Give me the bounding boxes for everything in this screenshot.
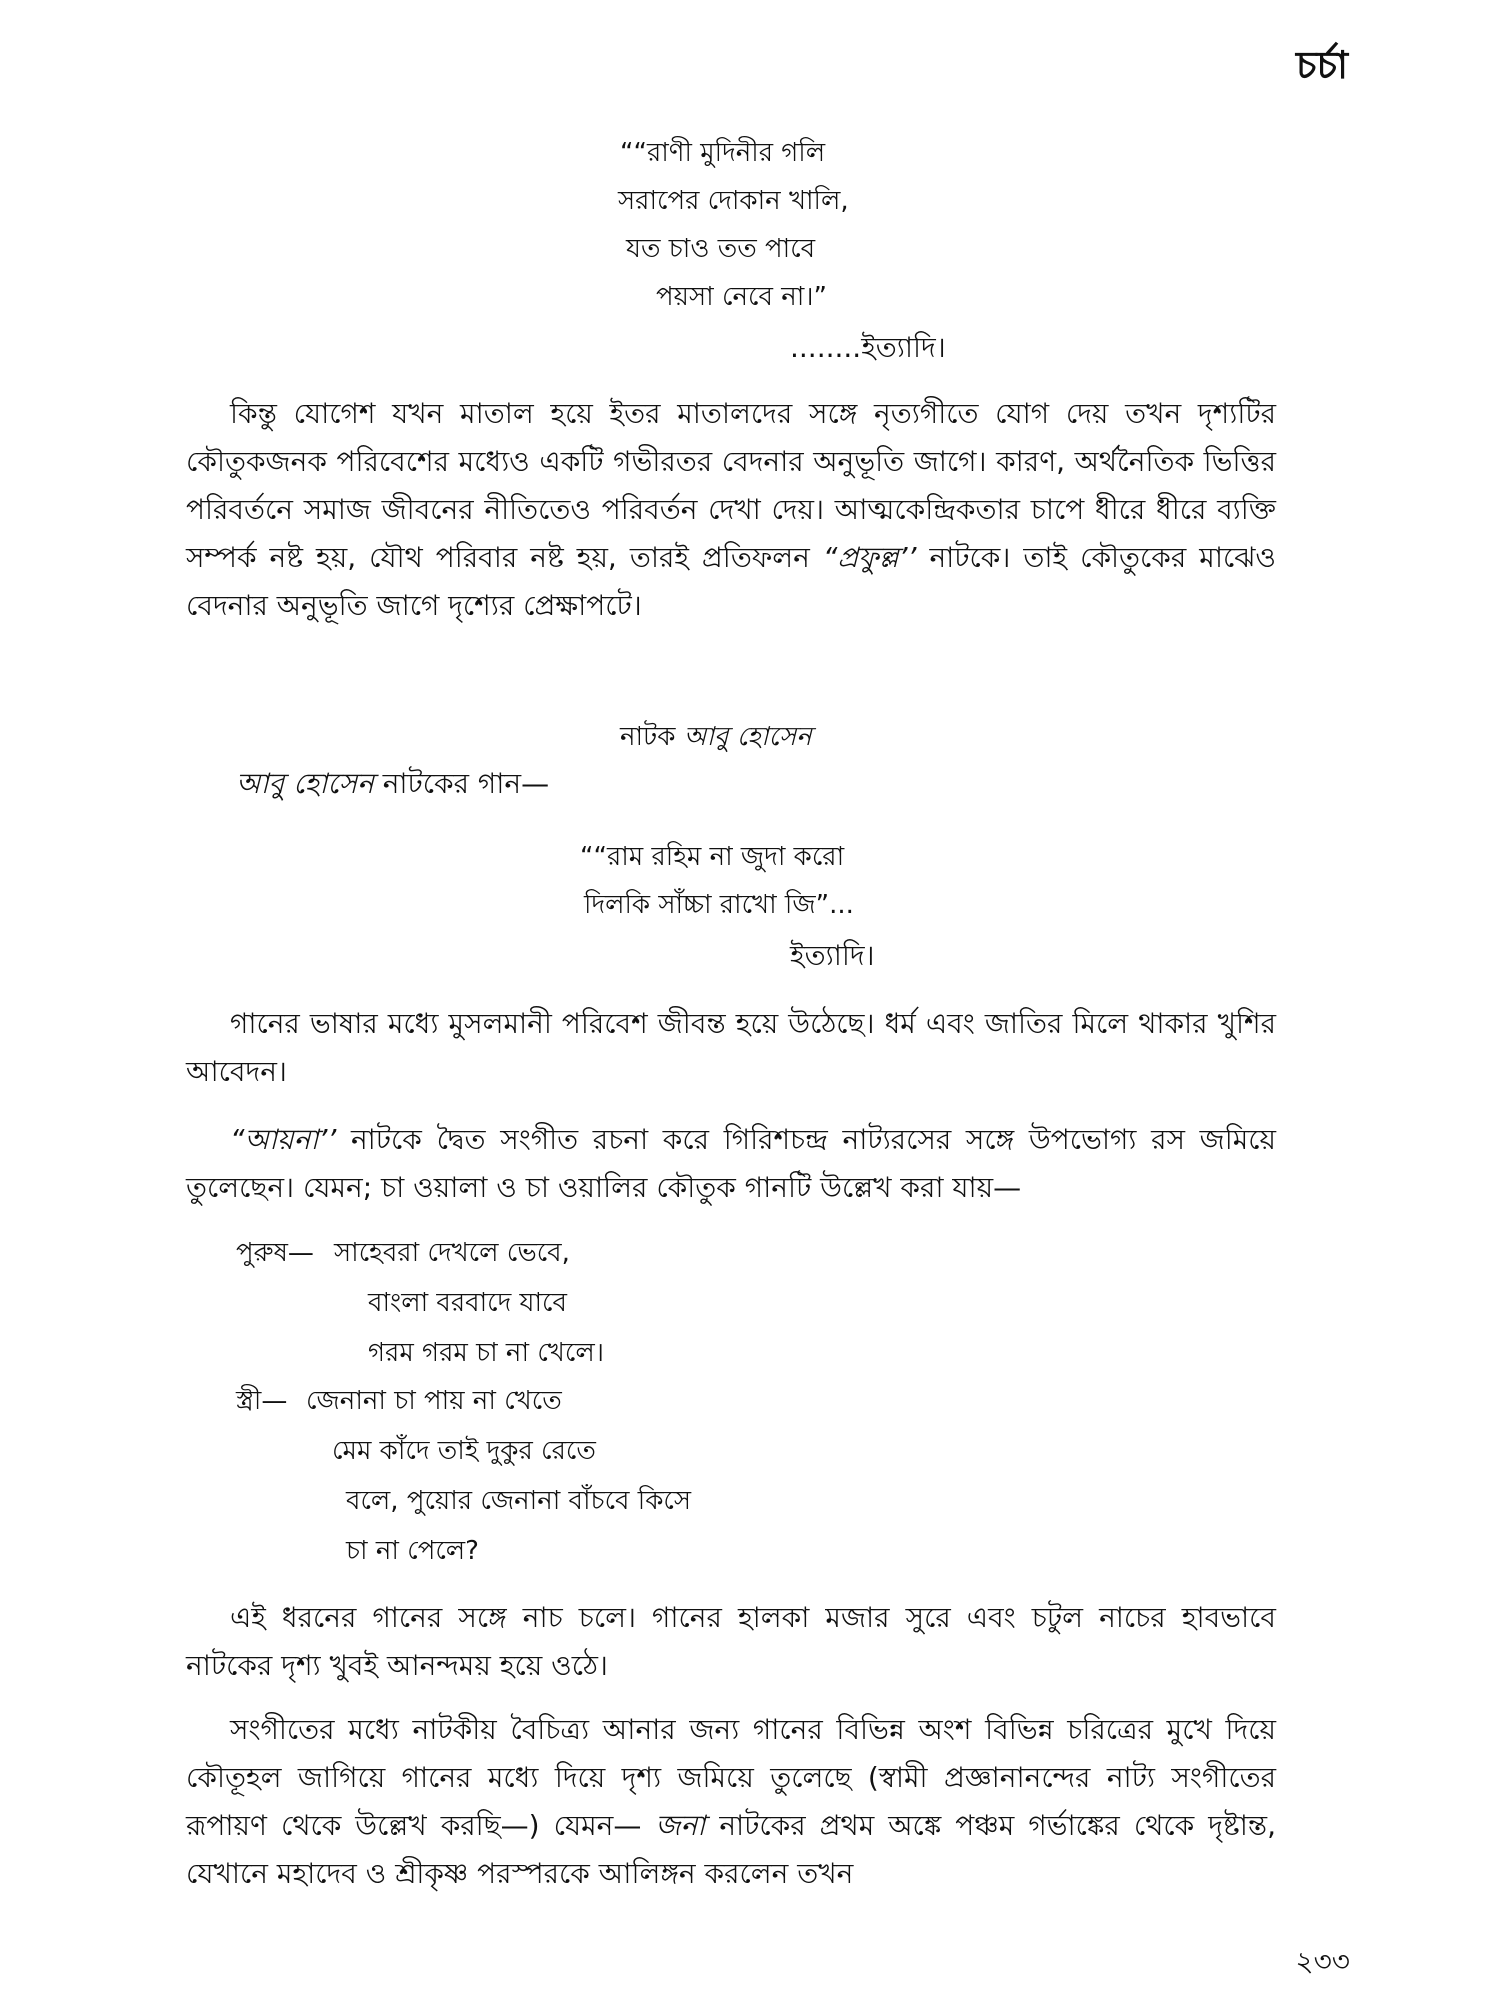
song-intro-rest: নাটকের গান— [382, 767, 550, 800]
paragraph-1 [186, 390, 1276, 630]
song-female-line-4: চা না পেলে? [346, 1536, 479, 1566]
paragraph-3-text: নাটকে দ্বৈত সংগীত রচনা করে গিরিশচন্দ্র নাট্যরসের সঙ্গে উপভোগ্য রস জমিয়ে তুলেছেন। যেমন; চা ওয়ালা ও চা ওয়ালির কৌতুক গানটি উল্লেখ করা যায়— [186, 1123, 1276, 1204]
verse1-line-3: যত চাও তত পাবে [626, 234, 816, 264]
paragraph-5-play-title: জনা [655, 1809, 706, 1842]
song-male-line-3: গরম গরম চা না খেলে। [368, 1338, 604, 1368]
paragraph-2: গানের ভাষার মধ্যে মুসলমানী পরিবেশ জীবন্ত হয়ে উঠেছে। ধর্ম এবং জাতির মিলে থাকার খুশির আবেদন। [186, 1007, 1276, 1088]
paragraph-3-play-title: “আয়না’’ [230, 1123, 337, 1156]
verse1-line-1: ““রাণী মুদিনীর গলি [620, 138, 826, 168]
verse2-line-1: ““রাম রহিম না জুদা করো [580, 842, 845, 872]
song-female-line-2: মেম কাঁদে তাই দুকুর রেতে [332, 1436, 596, 1466]
section-heading [620, 716, 812, 760]
paragraph-5-text: সংগীতের মধ্যে নাটকীয় বৈচিত্র্য আনার জন্য গানের বিভিন্ন অংশ বিভিন্ন চরিত্রের মুখে দিয়ে কৌতূহল জাগিয়ে গানের মধ্যে দিয়ে দৃশ্য জমিয়ে তুলেছে (স্বামী প্রজ্ঞানানন্দের নাট্য সংগীতের রূপায়ণ থেকে উল্লেখ করছি—) যেমন— [186, 1713, 1276, 1842]
page-number: ২৩৩ [1295, 1945, 1350, 1978]
song-intro [236, 762, 549, 809]
paragraph-5 [186, 1706, 1276, 1898]
verse1-line-4: পয়সা নেবে না।” [656, 282, 828, 312]
verse1-ending: ........ইত্যাদি। [790, 331, 946, 364]
song-male-line-2: বাংলা বরবাদে যাবে [368, 1288, 567, 1318]
song-female-label: স্ত্রী— [236, 1386, 288, 1416]
song-male-line-1: সাহেবরা দেখলে ভেবে, [334, 1238, 570, 1268]
paragraph-4: এই ধরনের গানের সঙ্গে নাচ চলে। গানের হালকা মজার সুরে এবং চটুল নাচের হাবভাবে নাটকের দৃশ্য খুবই আনন্দময় হয়ে ওঠে। [186, 1601, 1276, 1682]
song-intro-title: আবু হোসেন [236, 767, 374, 800]
paragraph-3 [186, 1116, 1276, 1212]
verse2-line-2: দিলকি সাঁচ্চা রাখো জি”... [584, 890, 854, 920]
paragraph-1-end: নাটকে। তাই কৌতুকের মাঝেও বেদনার অনুভূতি জাগে দৃশ্যের প্রেক্ষাপটে। [186, 541, 1277, 622]
section-heading-title: আবু হোসেন [683, 722, 812, 752]
verse2-ending: ইত্যাদি। [790, 939, 875, 972]
paragraph-1-play-title: “প্রফুল্ল’’ [822, 541, 917, 574]
paragraph-1-text: কিন্তু যোগেশ যখন মাতাল হয়ে ইতর মাতালদের সঙ্গে নৃত্যগীতে যোগ দেয় তখন দৃশ্যটির কৌতুকজনক পরিবেশের মধ্যেও একটি গভীরতর বেদনার অনুভূতি জাগে। কারণ, অর্থনৈতিক ভিত্তির পরিবর্তনে সমাজ জীবনের নীতিতেও পরিবর্তন দেখা দেয়। আত্মকেন্দ্রিকতার চাপে ধীরে ধীরে ব্যক্তি সম্পর্ক নষ্ট হয়, যৌথ পরিবার নষ্ট হয়, তারই প্রতিফলন [186, 397, 1276, 574]
paragraph-5-end: নাটকের প্রথম অঙ্কে পঞ্চম গর্ভাঙ্কের থেকে দৃষ্টান্ত, যেখানে মহাদেব ও শ্রীকৃষ্ণ পরস্পরকে আলিঙ্গন করলেন তখন [186, 1809, 1277, 1890]
song-female-line-3: বলে, পুয়োর জেনানা বাঁচবে কিসে [346, 1486, 692, 1516]
section-heading-prefix: নাটক [620, 722, 676, 752]
page-header-title: চর্চা [1295, 43, 1348, 87]
song-male-label: পুরুষ— [236, 1238, 314, 1268]
verse1-line-2: সরাপের দোকান খালি, [618, 186, 849, 216]
song-female-line-1: জেনানা চা পায় না খেতে [306, 1386, 562, 1416]
